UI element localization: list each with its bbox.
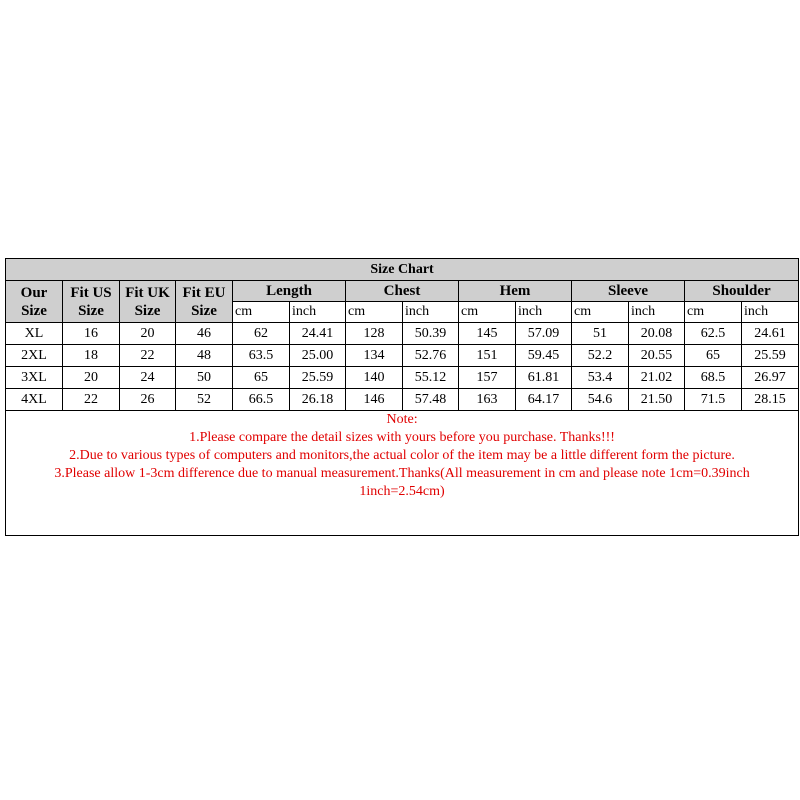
unit-cm: cm	[233, 302, 290, 323]
cell-us: 20	[63, 367, 120, 389]
cell-shoulder-inch: 28.15	[742, 389, 799, 411]
cell-sleeve-inch: 21.50	[629, 389, 685, 411]
unit-inch: inch	[629, 302, 685, 323]
note-line-1: 1.Please compare the detail sizes with yours before you purchase. Thanks!!!	[189, 430, 615, 445]
cell-shoulder-cm: 62.5	[685, 323, 742, 345]
table-row	[6, 345, 799, 367]
note-line-2: 2.Due to various types of computers and monitors,the actual color of the item may be a little different form the picture.	[69, 448, 735, 463]
cell-chest-cm: 140	[346, 367, 403, 389]
table-row	[6, 389, 799, 411]
unit-cm: cm	[459, 302, 516, 323]
cell-sleeve-cm: 54.6	[572, 389, 629, 411]
header-length: Length	[233, 281, 346, 302]
cell-length-cm: 62	[233, 323, 290, 345]
cell-us: 16	[63, 323, 120, 345]
cell-length-cm: 65	[233, 367, 290, 389]
cell-hem-cm: 151	[459, 345, 516, 367]
header-our-size: Our Size	[6, 281, 63, 323]
cell-length-inch: 24.41	[290, 323, 346, 345]
cell-size: XL	[6, 323, 63, 345]
header-sleeve: Sleeve	[572, 281, 685, 302]
cell-chest-inch: 57.48	[403, 389, 459, 411]
notes-section	[6, 411, 799, 536]
cell-length-cm: 66.5	[233, 389, 290, 411]
table-row	[6, 323, 799, 345]
cell-length-inch: 25.59	[290, 367, 346, 389]
unit-cm: cm	[346, 302, 403, 323]
header-hem: Hem	[459, 281, 572, 302]
note-line-3: 3.Please allow 1-3cm difference due to manual measurement.Thanks(All measurement in cm and please note 1cm=0.39inch 1inch=2.54cm)	[54, 466, 750, 499]
size-chart-container	[5, 258, 794, 536]
cell-shoulder-inch: 25.59	[742, 345, 799, 367]
cell-hem-inch: 64.17	[516, 389, 572, 411]
cell-shoulder-inch: 24.61	[742, 323, 799, 345]
cell-chest-inch: 50.39	[403, 323, 459, 345]
cell-size: 3XL	[6, 367, 63, 389]
cell-sleeve-inch: 21.02	[629, 367, 685, 389]
cell-uk: 22	[120, 345, 176, 367]
table-row	[6, 367, 799, 389]
cell-shoulder-cm: 71.5	[685, 389, 742, 411]
cell-length-inch: 26.18	[290, 389, 346, 411]
cell-size: 2XL	[6, 345, 63, 367]
unit-cm: cm	[685, 302, 742, 323]
cell-us: 18	[63, 345, 120, 367]
header-fit-eu: Fit EU Size	[176, 281, 233, 323]
cell-hem-inch: 59.45	[516, 345, 572, 367]
cell-eu: 48	[176, 345, 233, 367]
unit-inch: inch	[516, 302, 572, 323]
cell-chest-inch: 55.12	[403, 367, 459, 389]
unit-inch: inch	[290, 302, 346, 323]
cell-size: 4XL	[6, 389, 63, 411]
cell-length-inch: 25.00	[290, 345, 346, 367]
header-chest: Chest	[346, 281, 459, 302]
header-shoulder: Shoulder	[685, 281, 799, 302]
cell-shoulder-inch: 26.97	[742, 367, 799, 389]
unit-cm: cm	[572, 302, 629, 323]
note-heading: Note:	[386, 412, 418, 427]
cell-eu: 52	[176, 389, 233, 411]
cell-hem-cm: 157	[459, 367, 516, 389]
header-fit-uk: Fit UK Size	[120, 281, 176, 323]
chart-title: Size Chart	[6, 259, 799, 281]
cell-shoulder-cm: 65	[685, 345, 742, 367]
cell-hem-cm: 145	[459, 323, 516, 345]
header-fit-us: Fit US Size	[63, 281, 120, 323]
cell-hem-inch: 61.81	[516, 367, 572, 389]
cell-chest-inch: 52.76	[403, 345, 459, 367]
size-chart-table	[5, 258, 799, 536]
cell-sleeve-inch: 20.55	[629, 345, 685, 367]
unit-inch: inch	[742, 302, 799, 323]
cell-chest-cm: 146	[346, 389, 403, 411]
cell-hem-cm: 163	[459, 389, 516, 411]
cell-eu: 46	[176, 323, 233, 345]
unit-inch: inch	[403, 302, 459, 323]
cell-uk: 24	[120, 367, 176, 389]
cell-sleeve-cm: 51	[572, 323, 629, 345]
cell-shoulder-cm: 68.5	[685, 367, 742, 389]
cell-sleeve-cm: 53.4	[572, 367, 629, 389]
cell-sleeve-cm: 52.2	[572, 345, 629, 367]
cell-chest-cm: 128	[346, 323, 403, 345]
cell-sleeve-inch: 20.08	[629, 323, 685, 345]
cell-eu: 50	[176, 367, 233, 389]
cell-chest-cm: 134	[346, 345, 403, 367]
cell-uk: 20	[120, 323, 176, 345]
notes-row	[6, 411, 799, 536]
cell-length-cm: 63.5	[233, 345, 290, 367]
cell-us: 22	[63, 389, 120, 411]
cell-uk: 26	[120, 389, 176, 411]
cell-hem-inch: 57.09	[516, 323, 572, 345]
